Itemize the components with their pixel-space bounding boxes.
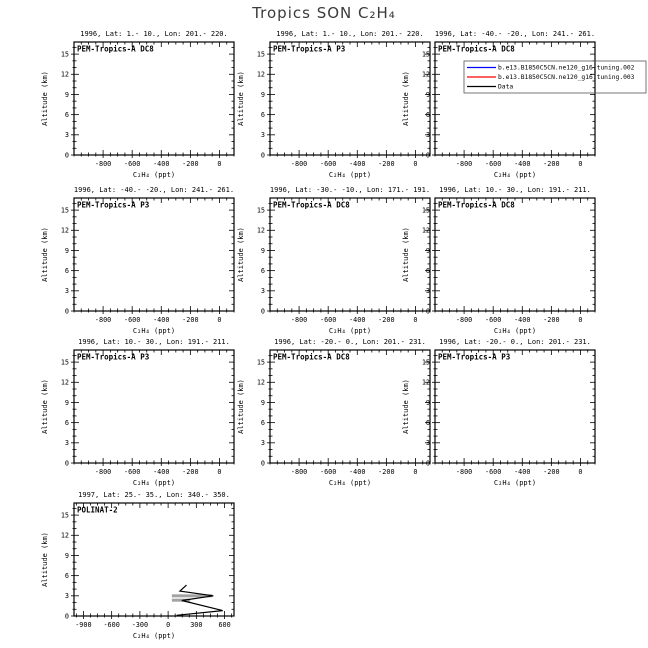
y-tick-label: 9 [425, 90, 430, 99]
x-tick-label: -200 [182, 160, 199, 168]
y-tick-label: 15 [60, 50, 69, 59]
x-tick-label: -600 [123, 468, 141, 476]
subplot-title: 1996, Lat: -20.- 0., Lon: 201.- 231. [439, 338, 591, 346]
subplot-panel [397, 180, 648, 343]
x-tick-label: -800 [290, 160, 308, 168]
x-tick-label: -200 [182, 316, 199, 324]
y-axis-label: Altitude (km) [41, 532, 49, 587]
y-axis-label: Altitude (km) [237, 227, 245, 282]
campaign-label: PEM-Tropics-A P3 [273, 44, 346, 54]
y-tick-label: 6 [260, 419, 265, 428]
subplot-title: 1996, Lat: -30.- -10., Lon: 171.- 191. [269, 186, 431, 194]
x-tick-label: 0 [578, 468, 583, 476]
x-tick-label: 600 [218, 621, 231, 629]
x-tick-label: -800 [94, 468, 112, 476]
subplot-title: 1996, Lat: -40.- -20., Lon: 241.- 261. [434, 30, 596, 38]
y-tick-label: 12 [421, 226, 430, 235]
x-tick-label: 0 [217, 160, 222, 168]
x-tick-label: -600 [123, 160, 141, 168]
x-axis-label: C₂H₄ (ppt) [132, 171, 176, 179]
x-tick-label: -800 [290, 468, 308, 476]
y-axis-label: Altitude (km) [402, 227, 410, 282]
plot-box [74, 198, 234, 311]
x-tick-label: -300 [131, 621, 149, 629]
y-tick-label: 6 [425, 419, 430, 428]
x-axis-label: C₂H₄ (ppt) [328, 327, 372, 335]
x-tick-label: -900 [75, 621, 92, 629]
y-tick-label: 15 [256, 358, 265, 367]
x-tick-label: -400 [514, 160, 531, 168]
campaign-label: PEM-Tropics-A DC8 [273, 352, 350, 362]
x-tick-label: -600 [319, 468, 337, 476]
y-axis-label: Altitude (km) [41, 71, 49, 126]
y-tick-label: 0 [64, 151, 69, 160]
y-tick-label: 6 [260, 267, 265, 276]
plot-box [74, 42, 234, 155]
campaign-label: PEM-Tropics-A P3 [77, 200, 150, 210]
x-tick-label: -200 [378, 160, 395, 168]
y-tick-label: 9 [260, 398, 265, 407]
x-tick-label: -400 [349, 316, 366, 324]
y-tick-label: 0 [425, 459, 430, 468]
y-tick-label: 12 [421, 378, 430, 387]
campaign-label: PEM-Tropics-A DC8 [438, 44, 515, 54]
y-axis-label: Altitude (km) [237, 379, 245, 434]
campaign-label: PEM-Tropics-A DC8 [273, 200, 350, 210]
y-tick-label: 6 [64, 419, 69, 428]
y-tick-label: 15 [60, 511, 69, 520]
x-tick-label: -800 [94, 160, 112, 168]
x-tick-label: 0 [578, 160, 583, 168]
x-axis-label: C₂H₄ (ppt) [328, 171, 372, 179]
y-tick-label: 0 [425, 151, 430, 160]
y-tick-label: 6 [64, 267, 69, 276]
x-tick-label: -200 [182, 468, 199, 476]
x-tick-label: -400 [514, 316, 531, 324]
y-tick-label: 3 [260, 131, 265, 140]
y-tick-label: 3 [260, 287, 265, 296]
subplot-panel [36, 485, 287, 648]
x-axis-label: C₂H₄ (ppt) [493, 479, 537, 487]
x-tick-label: -400 [349, 160, 366, 168]
y-axis-label: Altitude (km) [237, 71, 245, 126]
x-tick-label: -200 [378, 316, 395, 324]
plot-box [74, 350, 234, 463]
x-tick-label: -600 [319, 160, 337, 168]
x-axis-label: C₂H₄ (ppt) [328, 479, 372, 487]
plot-box [435, 198, 595, 311]
y-tick-label: 12 [60, 378, 69, 387]
x-tick-label: 0 [217, 316, 222, 324]
y-tick-label: 9 [64, 551, 69, 560]
plot-box [74, 503, 234, 616]
y-tick-label: 0 [260, 151, 265, 160]
subplot-title: 1996, Lat: 1.- 10., Lon: 201.- 220. [80, 30, 228, 38]
y-tick-label: 0 [64, 307, 69, 316]
x-axis-label: C₂H₄ (ppt) [132, 479, 176, 487]
subplot-panel [397, 332, 648, 495]
y-axis-label: Altitude (km) [41, 379, 49, 434]
campaign-label: PEM-Tropics-A P3 [77, 352, 150, 362]
campaign-label: PEM-Tropics-A P3 [438, 352, 511, 362]
x-axis-label: C₂H₄ (ppt) [493, 171, 537, 179]
x-tick-label: -200 [543, 160, 560, 168]
y-tick-label: 12 [256, 226, 265, 235]
y-tick-label: 15 [60, 206, 69, 215]
x-tick-label: 0 [413, 316, 418, 324]
campaign-label: PEM-Tropics-A DC8 [77, 44, 154, 54]
y-tick-label: 9 [260, 90, 265, 99]
x-tick-label: -600 [484, 160, 502, 168]
subplot-title: 1996, Lat: -20.- 0., Lon: 201.- 231. [274, 338, 426, 346]
y-tick-label: 6 [425, 267, 430, 276]
campaign-label: POLINAT-2 [77, 505, 118, 515]
y-tick-label: 0 [260, 459, 265, 468]
x-tick-label: -600 [484, 468, 502, 476]
y-tick-label: 12 [60, 70, 69, 79]
subplot-title: 1996, Lat: 1.- 10., Lon: 201.- 220. [276, 30, 424, 38]
y-tick-label: 12 [256, 70, 265, 79]
legend-label: b.e13.B1850C5CN.ne120_g16.tuning.003 [498, 74, 635, 82]
x-tick-label: -200 [543, 316, 560, 324]
x-tick-label: -200 [378, 468, 395, 476]
y-tick-label: 0 [260, 307, 265, 316]
y-tick-label: 12 [421, 70, 430, 79]
x-axis-label: C₂H₄ (ppt) [493, 327, 537, 335]
x-tick-label: 0 [413, 160, 418, 168]
y-tick-label: 15 [256, 206, 265, 215]
y-axis-label: Altitude (km) [402, 71, 410, 126]
y-tick-label: 9 [64, 246, 69, 255]
y-tick-label: 15 [256, 50, 265, 59]
y-tick-label: 6 [260, 111, 265, 120]
subplot-title: 1996, Lat: 10.- 30., Lon: 191.- 211. [78, 338, 230, 346]
subplot-title: 1996, Lat: 10.- 30., Lon: 191.- 211. [439, 186, 591, 194]
subplot-title: 1996, Lat: -40.- -20., Lon: 241.- 261. [73, 186, 235, 194]
figure-title: Tropics SON C₂H₄ [252, 4, 396, 22]
y-tick-label: 3 [64, 131, 69, 140]
y-tick-label: 9 [64, 398, 69, 407]
x-axis-label: C₂H₄ (ppt) [132, 327, 176, 335]
y-axis-label: Altitude (km) [41, 227, 49, 282]
y-axis-label: Altitude (km) [402, 379, 410, 434]
legend-label: Data [498, 83, 514, 91]
legend-label: b.e13.B1850C5CN.ne120_g16.tuning.002 [498, 64, 635, 72]
y-tick-label: 15 [421, 206, 430, 215]
y-tick-label: 3 [425, 439, 430, 448]
x-tick-label: -400 [153, 468, 170, 476]
y-tick-label: 3 [64, 287, 69, 296]
x-tick-label: 300 [190, 621, 203, 629]
y-tick-label: 12 [60, 226, 69, 235]
y-tick-label: 6 [64, 111, 69, 120]
x-tick-label: -800 [94, 316, 112, 324]
x-tick-label: 0 [217, 468, 222, 476]
y-tick-label: 0 [64, 612, 69, 621]
y-tick-label: 15 [60, 358, 69, 367]
subplot-panel [397, 24, 648, 187]
x-tick-label: -800 [455, 160, 473, 168]
y-tick-label: 9 [64, 90, 69, 99]
x-tick-label: -400 [349, 468, 366, 476]
y-tick-label: 9 [260, 246, 265, 255]
y-tick-label: 15 [421, 358, 430, 367]
y-tick-label: 12 [60, 531, 69, 540]
x-tick-label: -600 [123, 316, 141, 324]
x-tick-label: -800 [290, 316, 308, 324]
plot-box [435, 42, 595, 155]
x-tick-label: -600 [319, 316, 337, 324]
x-axis-label: C₂H₄ (ppt) [132, 632, 176, 640]
campaign-label: PEM-Tropics-A DC8 [438, 200, 515, 210]
y-tick-label: 0 [425, 307, 430, 316]
x-tick-label: -800 [455, 316, 473, 324]
plot-box [435, 350, 595, 463]
y-tick-label: 3 [260, 439, 265, 448]
y-tick-label: 12 [256, 378, 265, 387]
data-line [177, 585, 223, 615]
y-tick-label: 6 [425, 111, 430, 120]
y-tick-label: 3 [425, 131, 430, 140]
x-tick-label: 0 [413, 468, 418, 476]
x-tick-label: -600 [484, 316, 502, 324]
subplot-title: 1997, Lat: 25.- 35., Lon: 340.- 350. [78, 491, 230, 499]
x-tick-label: -600 [103, 621, 120, 629]
x-tick-label: -200 [543, 468, 560, 476]
y-tick-label: 3 [64, 439, 69, 448]
y-tick-label: 3 [64, 592, 69, 601]
y-tick-label: 6 [64, 572, 69, 581]
x-tick-label: -400 [153, 316, 170, 324]
x-tick-label: -400 [514, 468, 531, 476]
x-tick-label: 0 [578, 316, 583, 324]
x-tick-label: 0 [166, 621, 171, 629]
x-tick-label: -400 [153, 160, 170, 168]
y-tick-label: 0 [64, 459, 69, 468]
y-tick-label: 15 [421, 50, 430, 59]
y-tick-label: 3 [425, 287, 430, 296]
y-tick-label: 9 [425, 398, 430, 407]
y-tick-label: 9 [425, 246, 430, 255]
x-tick-label: -800 [455, 468, 473, 476]
